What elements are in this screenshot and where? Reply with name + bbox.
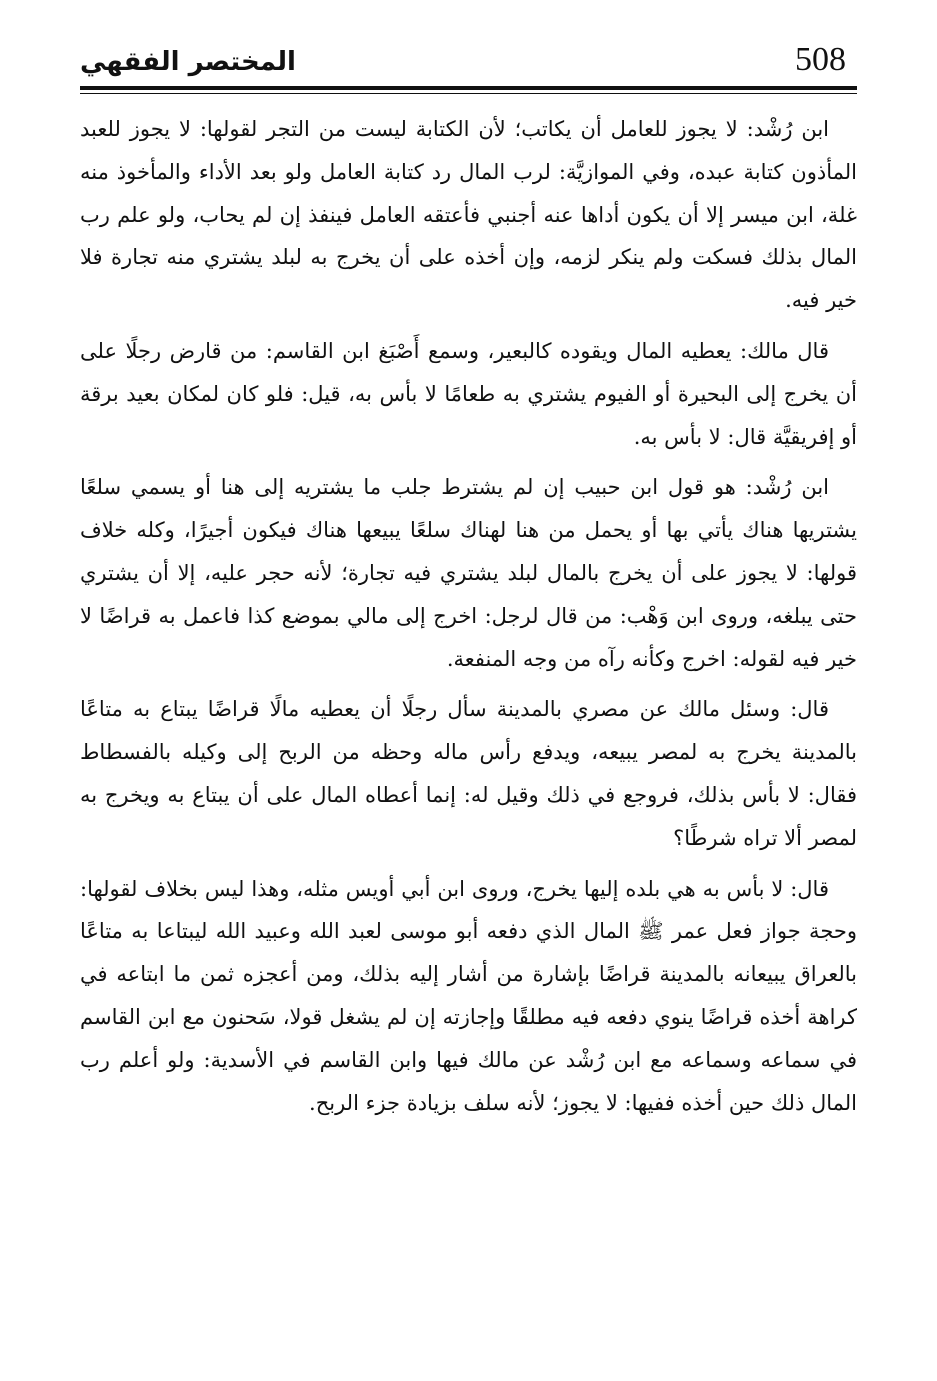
header-divider-thick	[80, 86, 857, 90]
page-number: 508	[795, 41, 846, 78]
book-title: المختصر الفقهي	[80, 47, 296, 77]
page-body	[80, 108, 857, 1132]
paragraph-3: ابن رُشْد: هو قول ابن حبيب إن لم يشترط جلب ما يشتريه إلى هنا أو يسمي سلعًا يشتريها هناك يأتي بها أو يحمل من هنا لهناك سلعًا يبيعها هناك فيكون أجيرًا، وكله خلاف قولها: لا يجوز على أن يخرج بالمال لبلد يشتري فيه تجارة؛ لأنه حجر عليه، إلا أن يشتري حتى يبلغه، وروى ابن وَهْب: من قال لرجل: اخرج إلى مالي بموضع كذا فاعمل به قراضًا لا خير فيه لقوله: اخرج وكأنه رآه من وجه المنفعة.	[80, 475, 857, 671]
header-divider-thin	[80, 93, 857, 94]
paragraph-2: قال مالك: يعطيه المال ويقوده كالبعير، وسمع أَصْبَغ ابن القاسم: من قارض رجلًا على أن يخرج إلى البحيرة أو الفيوم يشتري به طعامًا لا بأس به، قيل: فلو كان لمكان بعيد برقة أو إفريقيَّة قال: لا بأس به.	[80, 338, 857, 449]
paragraph-5: قال: لا بأس به هي بلده إليها يخرج، وروى ابن أبي أويس مثله، وهذا ليس بخلاف لقولها: وحجة جواز فعل عمر ﷺ المال الذي دفعه أبو موسى لعبد الله وعبيد الله ليبتاعا به متاعًا بالعراق يبيعانه بالمدينة قراضًا بإشارة من أشار إليه بذلك، ومن أعجزه ثمن ما ابتاعه في كراهة أخذه قراضًا ينوي دفعه فيه مطلقًا وإجازته إن لم يشغل قولا، سَحنون مع ابن القاسم في سماعه وسماعه مع ابن رُشْد عن مالك فيها وابن القاسم في الأسدية: ولو أعلم رب المال ذلك حين أخذه ففيها: لا يجوز؛ لأنه سلف بزيادة جزء الربح.	[80, 876, 857, 1115]
paragraph-1: ابن رُشْد: لا يجوز للعامل أن يكاتب؛ لأن الكتابة ليست من التجر لقولها: لا يجوز للعبد المأذون كتابة عبده، وفي الموازيَّة: لرب المال رد كتابة العامل ولو بعد الأداء والمأخوذ منه غلة، ابن ميسر إلا أن يكون أداها عنه أجنبي فأعتقه العامل فينفذ إن لم يحاب، ولو علم رب المال بذلك فسكت ولم ينكر لزمه، وإن أخذه على أن يخرج به لبلد يشتري منه تجارة فلا خير فيه.	[80, 117, 857, 313]
paragraph-4: قال: وسئل مالك عن مصري بالمدينة سأل رجلًا أن يعطيه مالًا قراضًا يبتاع به متاعًا بالمدينة يخرج به لمصر يبيعه، ويدفع رأس ماله وحظه من الربح إلى وكيله بالفسطاط فقال: لا بأس بذلك، فروجع في ذلك وقيل له: إنما أعطاه المال على أن يبتاع به ويخرج به لمصر ألا تراه شرطًا؟	[80, 697, 857, 850]
page-header	[80, 30, 857, 90]
